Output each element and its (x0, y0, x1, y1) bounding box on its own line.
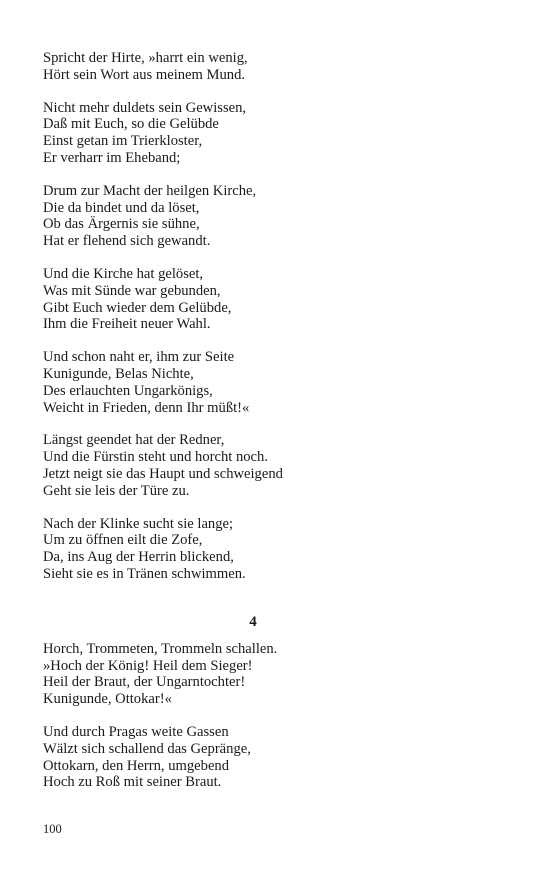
poem-part-section-4 (43, 641, 463, 791)
verse-line: Horch, Trommeten, Trommeln schallen. (43, 640, 278, 657)
verse-line: »Hoch der König! Heil dem Sieger! (43, 657, 253, 674)
verse-line: Wälzt sich schallend das Gepränge, (43, 740, 251, 757)
verse-line: Drum zur Macht der heilgen Kirche, (43, 182, 257, 199)
stanza (43, 100, 463, 167)
verse-line: Was mit Sünde war gebunden, (43, 282, 221, 299)
verse-line: Einst getan im Trierkloster, (43, 133, 203, 150)
verse-line: Jetzt neigt sie das Haupt und schweigend (43, 465, 283, 482)
verse-line: Um zu öffnen eilt die Zofe, (43, 532, 203, 549)
verse-line: Weicht in Frieden, denn Ihr müßt!« (43, 399, 250, 416)
verse-line: Hat er flehend sich gewandt. (43, 233, 211, 250)
verse-line: Kunigunde, Belas Nichte, (43, 365, 194, 382)
verse-line: Nicht mehr duldets sein Gewissen, (43, 99, 247, 116)
verse-line: Ihm die Freiheit neuer Wahl. (43, 316, 211, 333)
stanza (43, 266, 463, 333)
verse-line: Längst geendet hat der Redner, (43, 432, 225, 449)
verse-line: Daß mit Euch, so die Gelübde (43, 116, 219, 133)
verse-line: Kunigunde, Ottokar!« (43, 691, 172, 708)
verse-line: Die da bindet und da löset, (43, 199, 200, 216)
section-number: 4 (249, 613, 257, 630)
verse-line: Er verharr im Eheband; (43, 149, 181, 166)
verse-line: Und die Fürstin steht und horcht noch. (43, 449, 268, 466)
stanza (43, 432, 463, 499)
verse-line: Spricht der Hirte, »harrt ein wenig, (43, 50, 248, 66)
verse-line: Ottokarn, den Herrn, umgebend (43, 757, 230, 774)
poem-part-before-section (43, 50, 463, 583)
verse-line: Ob das Ärgernis sie sühne, (43, 216, 200, 233)
verse-line: Gibt Euch wieder dem Gelübde, (43, 299, 232, 316)
verse-line: Und durch Pragas weite Gassen (43, 723, 229, 740)
verse-line: Da, ins Aug der Herrin blickend, (43, 549, 234, 566)
stanza (43, 349, 463, 416)
verse-line: Und die Kirche hat gelöset, (43, 265, 204, 282)
verse-line: Hoch zu Roß mit seiner Braut. (43, 774, 222, 791)
stanza (43, 183, 463, 250)
poem-text (43, 50, 463, 807)
verse-line: Geht sie leis der Türe zu. (43, 482, 190, 499)
stanza (43, 724, 463, 791)
page-number: 100 (43, 822, 62, 836)
stanza (43, 641, 463, 708)
verse-line: Und schon naht er, ihm zur Seite (43, 349, 235, 366)
stanza (43, 50, 463, 84)
stanza (43, 516, 463, 583)
verse-line: Sieht sie es in Tränen schwimmen. (43, 565, 246, 582)
verse-line: Hört sein Wort aus meinem Mund. (43, 66, 246, 83)
verse-line: Des erlauchten Ungarkönigs, (43, 382, 213, 399)
verse-line: Nach der Klinke sucht sie lange; (43, 515, 234, 532)
verse-line: Heil der Braut, der Ungarntochter! (43, 674, 246, 691)
